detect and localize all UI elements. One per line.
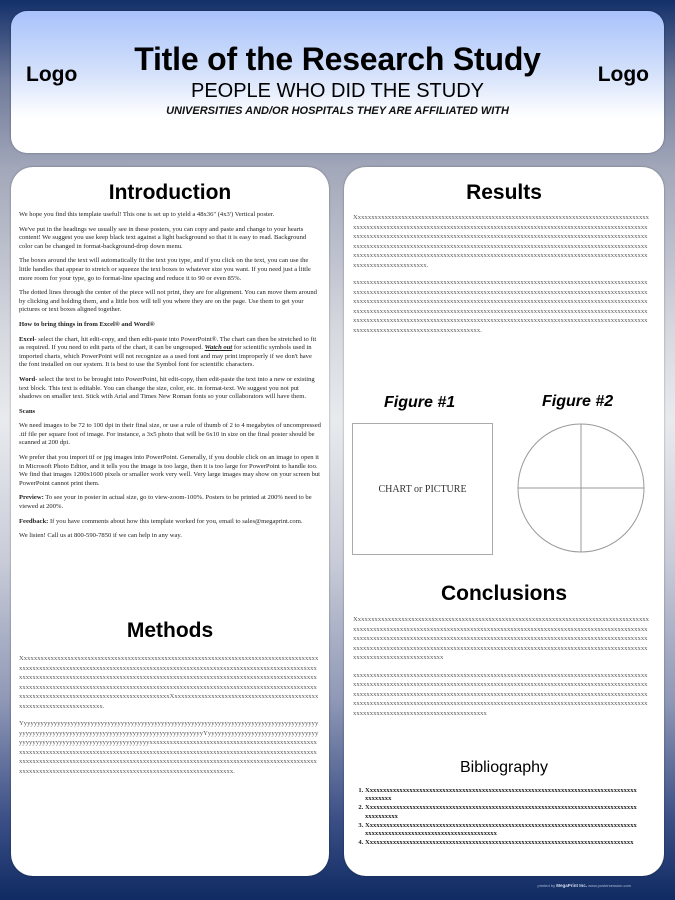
conclusions-paragraph: Xxxxxxxxxxxxxxxxxxxxxxxxxxxxxxxxxxxxxxxxxxxxxxxxxxxxxxxxxxxxxxxxxxxxxxxxxxxxxxxxxxxxxxxxxxxxxxxxxxxxxxxxxxxxxxxxxxxxxxxxxxxxxxxxxxxxxxxxxxxxxxxxxxxxxxxxxxxxxxxxxxxxxxxxxxxxxxxxxxxxxxxxxxxxxxxxxxxxxxxxxxxxxxxxxxxxxxxxxxxxxxxxxxxxxxxxxxxxxxxxxxxxxxxxxxxxxxxxxxxxxxxxxxxxxxxxxxxxxxxxxxxxxxxxxxxxxxxxxxxxxxxxxxxxxxxxxxxxxxxxxxxxxxxxxxxxxxxxxxxxxxxxxxxxxxxxxxxxxxxxxxxxxxxxxxxxxxxxxxx [353, 616, 649, 661]
methods-paragraph: YyyyyyyyyyyyyyyyyyyyyyyyyyyyyyyyyyyyyyyyyyyyyyyyyyyyyyyyyyyyyyyyyyyyyyyyyyyyyyyyyyyyyyyyyyyyyyyyyyyyyyyyyyyyyyyyyyyyyyyyyyyyyyyyyyyyyyyyyyyyyyyyYyyyyyyyyyyyyyyyyyyyyyyyyyyyyyyyyyyyyyyyyyyyyyyyyyyyyyyyyyyyyyyyyyyyyyyyyxxxxxxxxxxxxxxxxxxxxxxxxxxxxxxxxxxxxxxxxxxxxxxxxxxxxxxxxxxxxxxxxxxxxxxxxxxxxxxxxxxxxxxxxxxxxxxxxxxxxxxxxxxxxxxxxxxxxxxxxxxxxxxxxxxxxxxxxxxxxxxxxxxxxxxxxxxxxxxxxxxxxxxxxxxxxxxxxxxxxxxxxxxxxxxxxxxxxxxxxxxxxxxxxxxxxxxxxxxxxxxxxxxxxxxxxxxxxxxxxxxxxxxxxxxxxxxxxxxxxxxxxxxxxxxxxxxxxxxxxxxxxxxxxxxxx. [19, 720, 319, 775]
affiliations-line: UNIVERSITIES AND/OR HOSPITALS THEY ARE AFFILIATED WITH [166, 105, 509, 117]
logo-right: Logo [597, 63, 649, 86]
excel-label: Excel [19, 335, 35, 343]
left-column-panel [11, 167, 329, 876]
header-banner [11, 11, 664, 153]
bibliography-heading: Bibliography [459, 759, 549, 776]
preview-label: Preview: [19, 494, 44, 502]
conclusions-paragraph: xxxxxxxxxxxxxxxxxxxxxxxxxxxxxxxxxxxxxxxxxxxxxxxxxxxxxxxxxxxxxxxxxxxxxxxxxxxxxxxxxxxxxxxxxxxxxxxxxxxxxxxxxxxxxxxxxxxxxxxxxxxxxxxxxxxxxxxxxxxxxxxxxxxxxxxxxxxxxxxxxxxxxxxxxxxxxxxxxxxxxxxxxxxxxxxxxxxxxxxxxxxxxxxxxxxxxxxxxxxxxxxxxxxxxxxxxxxxxxxxxxxxxxxxxxxxxxxxxxxxxxxxxxxxxxxxxxxxxxxxxxxxxxxxxxxxxxxxxxxxxxxxxxxxxxxxxxxxxxxxxxxxxxxxxxxxxxxxxxxxxxxxxxxxxxxxxxxxxxxxxxxxxxxxxxxxxxxxxxxxxxxxxxxxxxxx [353, 671, 648, 717]
feedback-paragraph [19, 518, 321, 527]
excel-text-b: for scientific symbols used in imported charts, which PowerPoint will not recognize as a used font and may print improperly if we don't have the font installed on our system. It is best to use the Symbol font for scientific characters. [19, 344, 312, 369]
conclusions-heading: Conclusions [440, 582, 567, 605]
figure-1-placeholder [352, 423, 493, 555]
scans-paragraph: We prefer that you import tif or jpg images into PowerPoint. Generally, if you double click on an image to open it in Microsoft Photo Editor, and it tells you the image is too large, then it is too large for PowerPoint to handle too. We find that images 1200x1600 pixels or smaller work very well. Very large images may show on your screen but PowerPoint cannot print them. [19, 454, 321, 487]
excel-text-a: - select the chart, hit edit-copy, and then edit-paste into PowerPoint®. The chart can then be stretched to fit as required. If you need to edit parts of the chart, it can be ungrouped. [19, 335, 317, 352]
figure-2-title: Figure #2 [542, 393, 614, 410]
excel-paragraph [19, 336, 321, 370]
watch-out-label: Watch out [204, 344, 233, 352]
results-paragraph: Xxxxxxxxxxxxxxxxxxxxxxxxxxxxxxxxxxxxxxxxxxxxxxxxxxxxxxxxxxxxxxxxxxxxxxxxxxxxxxxxxxxxxxxxxxxxxxxxxxxxxxxxxxxxxxxxxxxxxxxxxxxxxxxxxxxxxxxxxxxxxxxxxxxxxxxxxxxxxxxxxxxxxxxxxxxxxxxxxxxxxxxxxxxxxxxxxxxxxxxxxxxxxxxxxxxxxxxxxxxxxxxxxxxxxxxxxxxxxxxxxxxxxxxxxxxxxxxxxxxxxxxxxxxxxxxxxxxxxxxxxxxxxxxxxxxxxxxxxxxxxxxxxxxxxxxxxxxxxxxxxxxxxxxxxxxxxxxxxxxxxxxxxxxxxxxxxxxxxxxxxxxxxxxxxxxxxxxxxxxxxxxxxxxxxxxxxxxxxxxxxxxxxxxxxxxxxxxxxxxxxxxxxxxxxxxxxxxxxxxxxxxxxxxxxxxxxxxxxxxxxx. [353, 214, 649, 269]
footer-company: MegaPrint Inc. [556, 883, 587, 888]
results-heading: Results [466, 181, 542, 204]
bibliography-item: 3. Xxxxxxxxxxxxxxxxxxxxxxxxxxxxxxxxxxxxxxxxxxxxxxxxxxxxxxxxxxxxxxxxxxxxxxxxxxxxxxxxxxxxxxxxxxxxxxxxxxxxxxxxxxxxxxxxxxxxxxxxxx [365, 822, 640, 838]
listen-paragraph: We listen! Call us at 800-590-7850 if we can help in any way. [19, 532, 182, 540]
intro-paragraph: We hope you find this template useful! This one is set up to yield a 48x36" (4x3') Vertical poster. [19, 211, 275, 218]
authors-line: PEOPLE WHO DID THE STUDY [190, 80, 484, 102]
figure-1-title: Figure #1 [384, 394, 456, 411]
word-paragraph [19, 376, 321, 402]
methods-paragraph: XxxxxxxxxxxxxxxxxxxxxxxxxxxxxxxxxxxxxxxxxxxxxxxxxxxxxxxxxxxxxxxxxxxxxxxxxxxxxxxxxxxxxxxxxxxxxxxxxxxxxxxxxxxxxxxxxxxxxxxxxxxxxxxxxxxxxxxxxxxxxxxxxxxxxxxxxxxxxxxxxxxxxxxxxxxxxxxxxxxxxxxxxxxxxxxxxxxxxxxxxxxxxxxxxxxxxxxxxxxxxxxxxxxxxxxxxxxxxxxxxxxxxxxxxxxxxxxxxxxxxxxxxxxxxxxxxxxxxxxxxxxxxxxxxxxxxxxxxxxxxxxxxxxxxxxxxxxxxxxxxxxxxxxxxxxxxxxxxxxxxxxxxxxxxxxxxxxxxxxxxxxxxxxxxxxxxxxxxxxxxxxxxxxxxxxxxxxxxxxxxXxxxxxxxxxxxxxxxxxxxxxxxxxxxxxxxxxxxxxxxxxxxxxxxxxxxxxxxxxxxxxxxxxxxx. [19, 655, 319, 710]
bibliography-list [356, 787, 640, 848]
introduction-heading: Introduction [108, 181, 232, 204]
feedback-label: Feedback: [19, 517, 49, 525]
word-label: Word [19, 375, 36, 383]
methods-heading: Methods [126, 619, 214, 642]
figure-2-pie-placeholder-icon [517, 423, 645, 553]
footer-printed-by: printed by [537, 883, 556, 888]
scans-paragraph: We need images to be 72 to 100 dpi in their final size, or use a rule of thumb of 2 to 4 megabytes of uncompressed .tif file per square foot of image. For instance, a 3x5 photo that will be 6x10 in size on the final poster should be scanned at 200 dpi. [19, 422, 321, 447]
footer-website[interactable]: www.postersession.com [588, 883, 631, 888]
how-to-heading [19, 321, 321, 330]
conclusions-body [353, 615, 650, 726]
figure-1-placeholder-text: CHART or PICTURE [378, 483, 467, 495]
poster-title: Title of the Research Study [134, 41, 541, 77]
results-paragraph: xxxxxxxxxxxxxxxxxxxxxxxxxxxxxxxxxxxxxxxxxxxxxxxxxxxxxxxxxxxxxxxxxxxxxxxxxxxxxxxxxxxxxxxxxxxxxxxxxxxxxxxxxxxxxxxxxxxxxxxxxxxxxxxxxxxxxxxxxxxxxxxxxxxxxxxxxxxxxxxxxxxxxxxxxxxxxxxxxxxxxxxxxxxxxxxxxxxxxxxxxxxxxxxxxxxxxxxxxxxxxxxxxxxxxxxxxxxxxxxxxxxxxxxxxxxxxxxxxxxxxxxxxxxxxxxxxxxxxxxxxxxxxxxxxxxxxxxxxxxxxxxxxxxxxxxxxxxxxxxxxxxxxxxxxxxxxxxxxxxxxxxxxxxxxxxxxxxxxxxxxxxxxxxxxxxxxxxxxxxxxxxxxxxxxxxxxxxxxxxxxxxxxxxxxxxxxxxxxxxxxxxxxxxxxxxxxxxxxxxxxxxxxxxxxxxxxxxxxxxxxxxxxxxxxxxxxxxxxx. [353, 279, 648, 334]
methods-body [19, 654, 319, 784]
word-text: - select the text to be brought into PowerPoint, hit edit-copy, then edit-paste the text into a new or existing text block. This text is editable. You can change the size, color, etc. in format-text. We suggest you not put shadows on smaller text. Stick with Arial and Times New Roman fonts so your collaborators will have them. [19, 375, 315, 401]
bibliography-item: 4. Xxxxxxxxxxxxxxxxxxxxxxxxxxxxxxxxxxxxxxxxxxxxxxxxxxxxxxxxxxxxxxxxxxxxxxxxxxxxxxxxx [365, 839, 640, 847]
scans-heading [19, 408, 321, 417]
preview-text: To see your in poster in actual size, go to view-zoom-100%. Posters to be printed at 200% need to be viewed at 200%. [19, 494, 312, 511]
feedback-text: If you have comments about how this template worked for you, email to sales@megaprint.com. [48, 517, 303, 525]
intro-paragraph: We've put in the headings we usually see in these posters, you can copy and paste and change to your hearts content! We suggest you use keep black text against a light background so that it is easy to read. Background color can be changed in format-background-drop down menu. [19, 225, 307, 250]
bibliography-item: 1. Xxxxxxxxxxxxxxxxxxxxxxxxxxxxxxxxxxxxxxxxxxxxxxxxxxxxxxxxxxxxxxxxxxxxxxxxxxxxxxxxxxxxxxxxxx [365, 787, 640, 803]
intro-paragraph: The dotted lines through the center of the piece will not print, they are for alignment. You can move them around by clicking and holding them, and a little box will tell you where they are on the page. Use them to get your pictures or text boxes aligned together. [19, 289, 317, 314]
bibliography-item: 2. Xxxxxxxxxxxxxxxxxxxxxxxxxxxxxxxxxxxxxxxxxxxxxxxxxxxxxxxxxxxxxxxxxxxxxxxxxxxxxxxxxxxxxxxxxxxx [365, 804, 640, 820]
footer-credit [538, 883, 632, 888]
preview-paragraph [19, 494, 321, 511]
logo-left: Logo [26, 63, 78, 86]
scans-heading-text: Scans [19, 407, 36, 415]
intro-paragraph: The boxes around the text will automatically fit the text you type, and if you click on the text, you can use the little handles that appear to stretch or squeeze the text boxes to whatever size you want. If you need just a little more room for your type, go to format-line spacing and reduce it to 90 or even 85%. [19, 257, 311, 282]
right-column-panel [344, 167, 664, 876]
introduction-body [19, 211, 321, 547]
results-body [353, 213, 650, 343]
how-to-heading-text: How to bring things in from Excel® and Word® [19, 320, 155, 328]
